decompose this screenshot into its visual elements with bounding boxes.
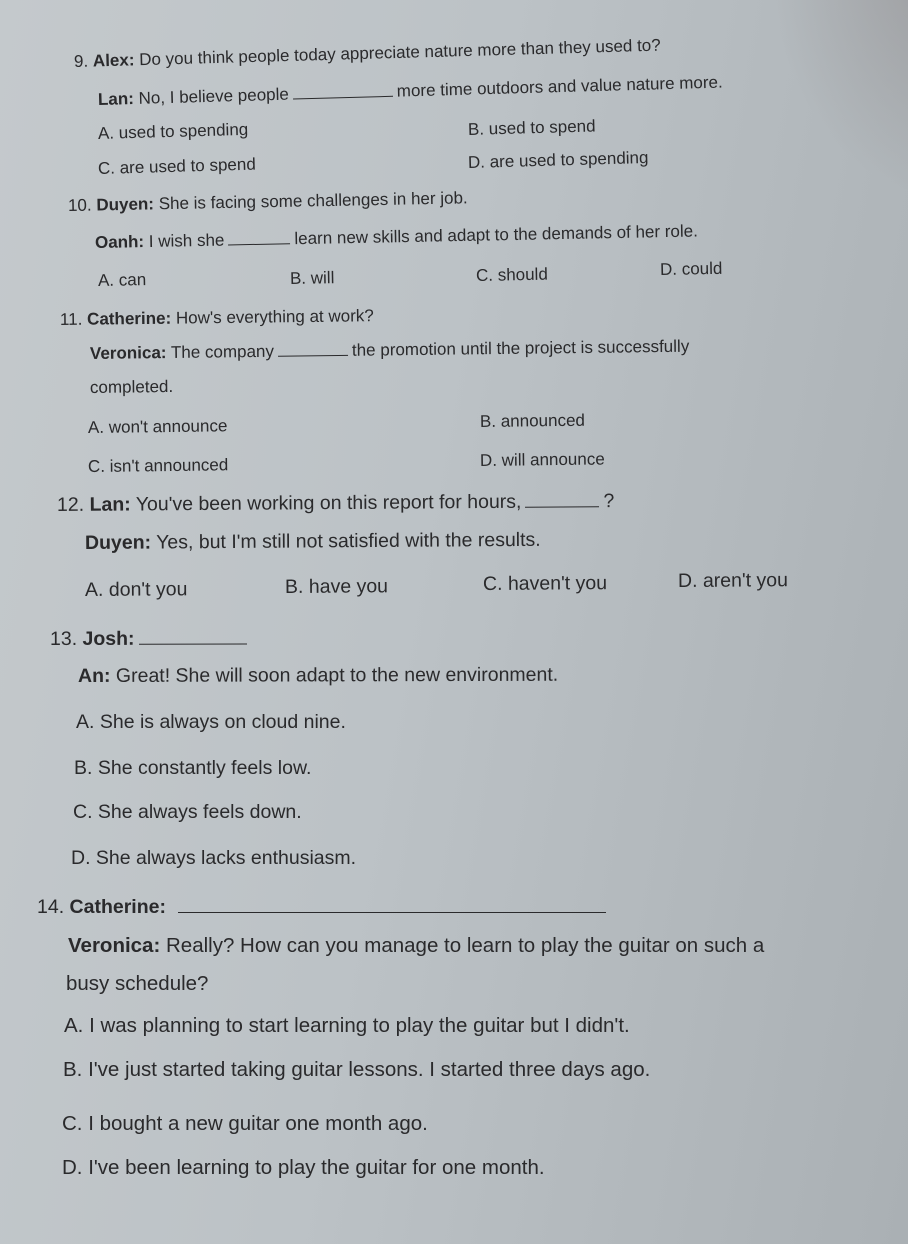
q12-line1-before: You've been working on this report for hours, bbox=[135, 490, 522, 516]
q12-option-b[interactable]: B. have you bbox=[284, 575, 389, 598]
q13-option-d[interactable]: D. She always lacks enthusiasm. bbox=[71, 847, 357, 869]
q11-option-b[interactable]: B. announced bbox=[479, 410, 586, 431]
q9-answer-blank[interactable] bbox=[293, 95, 393, 100]
q14-line3: busy schedule? bbox=[66, 972, 209, 995]
q13-prompt bbox=[50, 627, 251, 651]
q13-option-b[interactable]: B. She constantly feels low. bbox=[74, 757, 312, 779]
page-shadow bbox=[768, 0, 908, 200]
q10-option-b[interactable]: B. will bbox=[289, 268, 335, 288]
q14-speaker2: Veronica: bbox=[68, 934, 161, 957]
q13-answer-blank[interactable] bbox=[139, 642, 247, 644]
q14-option-b[interactable]: B. I've just started taking guitar lessons. I started three days ago. bbox=[63, 1058, 651, 1081]
q14-number: 14. bbox=[37, 896, 65, 918]
q13-line2: Great! She will soon adapt to the new environment. bbox=[115, 663, 559, 687]
q14-option-c[interactable]: C. I bought a new guitar one month ago. bbox=[62, 1112, 428, 1135]
q10-speaker2: Oanh: bbox=[94, 232, 145, 252]
q12-speaker1: Lan: bbox=[89, 493, 131, 516]
q9-option-a[interactable]: A. used to spending bbox=[97, 119, 249, 143]
q11-line1: How's everything at work? bbox=[175, 306, 374, 328]
q11-answer-blank[interactable] bbox=[278, 354, 348, 357]
q13-option-a[interactable]: A. She is always on cloud nine. bbox=[76, 711, 346, 733]
q11-option-c[interactable]: C. isn't announced bbox=[87, 455, 229, 476]
q11-response bbox=[90, 337, 689, 364]
q9-line2-before: No, I believe people bbox=[138, 84, 290, 108]
q12-number: 12. bbox=[56, 493, 85, 516]
q10-speaker1: Duyen: bbox=[96, 194, 155, 215]
q10-option-a[interactable]: A. can bbox=[97, 270, 147, 290]
q9-speaker1: Alex: bbox=[92, 50, 135, 71]
q11-line2-after: the promotion until the project is successfully bbox=[351, 336, 690, 360]
q9-option-d[interactable]: D. are used to spending bbox=[467, 147, 649, 172]
q11-number: 11. bbox=[59, 309, 83, 329]
q14-response bbox=[68, 934, 764, 958]
q9-speaker2: Lan: bbox=[97, 89, 135, 109]
q12-speaker2: Duyen: bbox=[84, 531, 152, 554]
q9-option-c[interactable]: C. are used to spend bbox=[97, 154, 257, 178]
q11-speaker1: Catherine: bbox=[86, 308, 172, 329]
q10-number: 10. bbox=[67, 195, 92, 215]
q9-response bbox=[98, 73, 723, 110]
q12-option-c[interactable]: C. haven't you bbox=[482, 572, 608, 595]
q12-option-a[interactable]: A. don't you bbox=[84, 578, 188, 601]
q9-prompt bbox=[74, 36, 661, 72]
q10-line1: She is facing some challenges in her job. bbox=[158, 188, 468, 214]
q10-option-d[interactable]: D. could bbox=[659, 258, 723, 279]
q12-answer-blank[interactable] bbox=[525, 505, 599, 508]
q11-prompt bbox=[60, 306, 374, 330]
q14-option-a[interactable]: A. I was planning to start learning to play the guitar but I didn't. bbox=[64, 1014, 630, 1037]
q12-line2: Yes, but I'm still not satisfied with the results. bbox=[156, 528, 541, 554]
q11-option-a[interactable]: A. won't announce bbox=[87, 416, 228, 437]
q11-option-d[interactable]: D. will announce bbox=[479, 449, 605, 470]
q10-line2-before: I wish she bbox=[148, 230, 225, 251]
q14-speaker1: Catherine: bbox=[69, 896, 166, 918]
q10-response bbox=[95, 221, 698, 253]
q12-response bbox=[85, 529, 541, 555]
q10-option-c[interactable]: C. should bbox=[475, 264, 548, 285]
q12-line1-after: ? bbox=[603, 490, 615, 513]
q9-number: 9. bbox=[73, 51, 89, 71]
q12-option-d[interactable]: D. aren't you bbox=[677, 569, 789, 592]
q14-answer-blank[interactable] bbox=[178, 911, 606, 913]
q14-option-d[interactable]: D. I've been learning to play the guitar for one month. bbox=[62, 1156, 545, 1179]
q13-option-c[interactable]: C. She always feels down. bbox=[73, 801, 302, 823]
q9-line2-after: more time outdoors and value nature more. bbox=[396, 72, 723, 101]
q13-speaker2: An: bbox=[77, 664, 111, 687]
q12-prompt bbox=[57, 490, 614, 517]
q10-prompt bbox=[68, 188, 468, 216]
q14-line2: Really? How can you manage to learn to play the guitar on such a bbox=[166, 934, 765, 957]
q13-number: 13. bbox=[49, 627, 78, 650]
q11-line2-before: The company bbox=[170, 341, 275, 363]
q13-speaker1: Josh: bbox=[82, 627, 135, 650]
q13-response bbox=[78, 664, 558, 688]
q10-answer-blank[interactable] bbox=[228, 242, 290, 245]
q11-line3: completed. bbox=[89, 376, 174, 397]
q10-line2-after: learn new skills and adapt to the demands of her role. bbox=[294, 221, 699, 249]
q9-line1: Do you think people today appreciate nature more than they used to? bbox=[138, 35, 661, 70]
q9-option-b[interactable]: B. used to spend bbox=[467, 116, 596, 139]
q11-speaker2: Veronica: bbox=[89, 343, 167, 363]
q14-prompt bbox=[37, 896, 610, 919]
